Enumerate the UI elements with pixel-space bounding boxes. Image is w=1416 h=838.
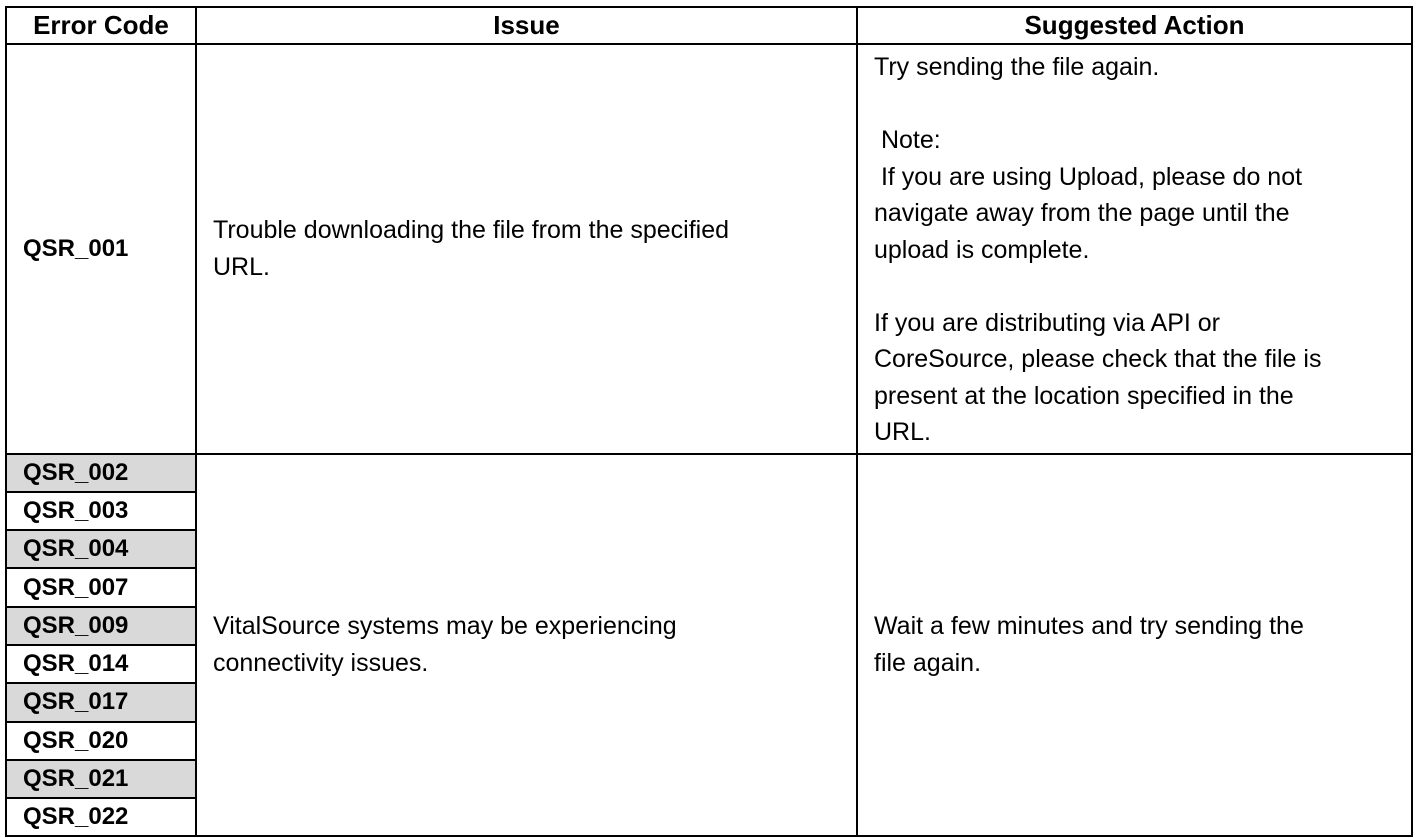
action-text-line: present at the location specified in the xyxy=(874,381,1294,410)
issue-cell xyxy=(196,44,857,454)
error-code-cell: QSR_001 xyxy=(6,44,196,454)
action-text-line: URL. xyxy=(874,418,931,446)
table-row xyxy=(6,454,1412,492)
header-suggested-action: Suggested Action xyxy=(857,7,1412,44)
action-text-line: If you are using Upload, please do not xyxy=(874,162,1303,191)
error-code-cell: QSR_017 xyxy=(6,683,196,721)
error-code-cell: QSR_022 xyxy=(6,798,196,836)
action-text-line: Wait a few minutes and try sending the xyxy=(874,612,1304,641)
table-row xyxy=(6,44,1412,454)
error-code-cell: QSR_009 xyxy=(6,607,196,645)
header-error-code: Error Code xyxy=(6,7,196,44)
action-text-line: CoreSource, please check that the file is xyxy=(874,345,1322,373)
error-code-cell: QSR_007 xyxy=(6,568,196,606)
action-text-line: navigate away from the page until the xyxy=(874,199,1290,227)
action-text-line: file again. xyxy=(874,648,982,677)
error-code-table xyxy=(5,6,1413,837)
suggested-action-cell xyxy=(857,454,1412,837)
error-code-cell: QSR_002 xyxy=(6,454,196,492)
issue-text-line: connectivity issues. xyxy=(213,648,429,677)
error-code-cell: QSR_014 xyxy=(6,645,196,683)
header-row xyxy=(6,7,1412,44)
error-code-cell: QSR_021 xyxy=(6,760,196,798)
issue-text-line: URL. xyxy=(213,252,270,281)
error-code-cell: QSR_020 xyxy=(6,722,196,760)
action-text-line: Note: xyxy=(874,126,941,154)
paragraph-gap xyxy=(874,86,1395,123)
paragraph-gap xyxy=(874,268,1395,305)
action-text-line: If you are distributing via API or xyxy=(874,308,1221,337)
issue-cell xyxy=(196,454,857,837)
issue-text-line: Trouble downloading the file from the specified xyxy=(213,216,730,245)
action-text-line: Try sending the file again. xyxy=(874,53,1160,81)
suggested-action-cell xyxy=(857,44,1412,454)
issue-text-line: VitalSource systems may be experiencing xyxy=(213,612,677,641)
error-code-cell: QSR_003 xyxy=(6,492,196,530)
action-text-line: upload is complete. xyxy=(874,235,1090,264)
error-code-cell: QSR_004 xyxy=(6,530,196,568)
header-issue: Issue xyxy=(196,7,857,44)
